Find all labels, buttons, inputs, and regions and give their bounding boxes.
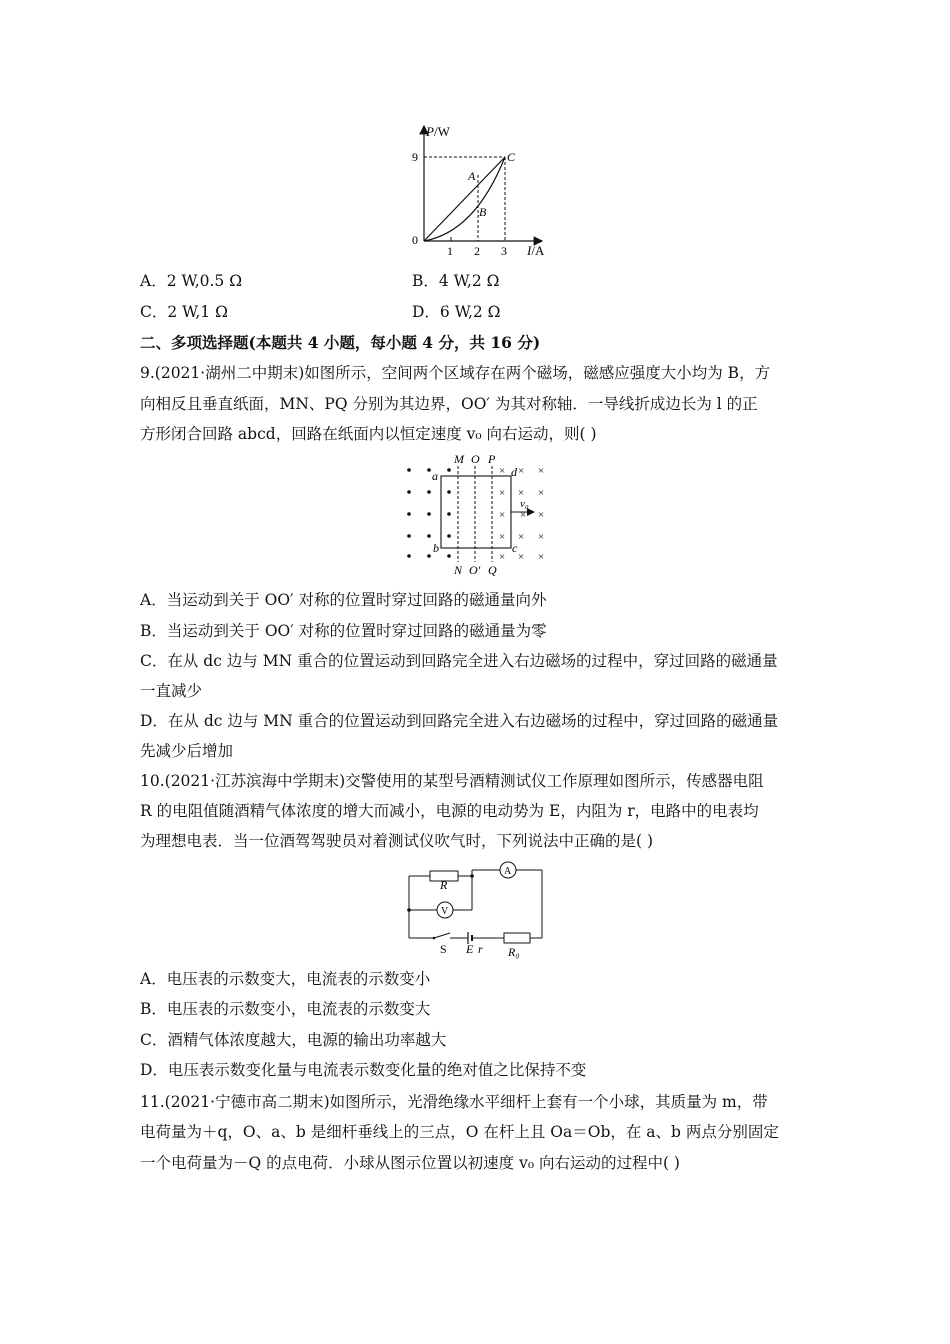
q10-option-a: A．电压表的示数变大，电流表的示数变小 — [140, 970, 431, 988]
label-internal-r: r — [478, 942, 483, 956]
q9-option-d-cont: 先减少后增加 — [140, 742, 234, 760]
q10-option-c: C．酒精气体浓度越大，电源的输出功率越大 — [140, 1031, 447, 1049]
velocity-label: v₀ — [520, 498, 529, 510]
q10-option-d: D．电压表示数变化量与电流表示数变化量的绝对值之比保持不变 — [140, 1061, 587, 1079]
svg-text:×: × — [499, 487, 506, 499]
x-tick-2: 2 — [474, 244, 480, 258]
q11-line-1: 11.(2021·宁德市高二期末)如图所示，光滑绝缘水平细杆上套有一个小球，其质量为 m，带 — [140, 1093, 768, 1111]
voltmeter-label: V — [441, 906, 449, 917]
switch-s — [434, 933, 450, 938]
svg-text:×: × — [538, 531, 545, 543]
label-n: N — [454, 563, 463, 577]
q11-line-2: 电荷量为＋q，O、a、b 是细杆垂线上的三点，O 在杆上且 Oa＝Ob，在 a、b 两点分别固定 — [140, 1123, 779, 1141]
point-c-label: C — [507, 150, 516, 164]
q10-option-b: B．电压表的示数变小，电流表的示数变大 — [140, 1000, 431, 1018]
q8-option-c: C．2 W,1 Ω — [140, 303, 228, 321]
dots-out-of-page — [407, 468, 451, 558]
line-a — [424, 157, 505, 241]
q8-option-d: D．6 W,2 Ω — [412, 303, 501, 321]
q10-line-2: R 的电阻值随酒精气体浓度的增大而减小，电源的电动势为 E，内阻为 r，电路中的电表均 — [140, 802, 759, 820]
ammeter-label: A — [504, 866, 512, 877]
svg-text:×: × — [520, 509, 527, 521]
svg-text:×: × — [518, 551, 525, 563]
svg-text:×: × — [538, 487, 545, 499]
power-current-graph — [400, 120, 560, 260]
q10-line-1: 10.(2021·江苏滨海中学期末)交警使用的某型号酒精测试仪工作原理如图所示，传感器电阻 — [140, 772, 764, 790]
label-b: b — [433, 541, 439, 555]
label-c: c — [512, 541, 518, 555]
x-axis-label: I/A — [527, 243, 545, 258]
svg-text:×: × — [499, 531, 506, 543]
label-d: d — [511, 465, 517, 479]
svg-text:×: × — [499, 551, 506, 563]
q9-line-2: 向相反且垂直纸面，MN、PQ 分别为其边界，OO′ 为其对称轴．一导线折成边长为 l 的正 — [140, 395, 758, 413]
magnetic-field-diagram — [400, 450, 560, 578]
label-o-prime: O′ — [469, 563, 481, 577]
q10-line-3: 为理想电表．当一位酒驾驾驶员对着测试仪吹气时，下列说法中正确的是( ) — [140, 832, 654, 850]
q9-option-c-cont: 一直减少 — [140, 682, 203, 700]
svg-text:×: × — [538, 551, 545, 563]
svg-text:×: × — [518, 487, 525, 499]
label-o: O — [471, 452, 480, 466]
svg-text:×: × — [538, 465, 545, 477]
q8-option-a: A．2 W,0.5 Ω — [140, 272, 243, 290]
label-q: Q — [488, 563, 497, 577]
q9-option-b: B．当运动到关于 OO′ 对称的位置时穿过回路的磁通量为零 — [140, 622, 547, 640]
label-r0: R₀ — [508, 945, 520, 959]
alcohol-tester-circuit — [400, 858, 550, 962]
y-tick-9: 9 — [412, 150, 418, 164]
q9-option-a: A．当运动到关于 OO′ 对称的位置时穿过回路的磁通量向外 — [140, 591, 547, 609]
y-axis-label: P/W — [426, 124, 450, 139]
label-a: a — [432, 469, 438, 483]
svg-text:×: × — [538, 509, 545, 521]
section-2-header: 二、多项选择题(本题共 4 小题，每小题 4 分，共 16 分) — [140, 333, 541, 352]
point-b-label: B — [479, 205, 487, 219]
origin-label: 0 — [412, 233, 418, 247]
svg-text:×: × — [499, 465, 506, 477]
point-a-label: A — [468, 169, 476, 183]
resistor-r0 — [504, 933, 530, 943]
x-tick-3: 3 — [501, 244, 507, 258]
svg-text:×: × — [518, 465, 525, 477]
label-m: M — [454, 452, 464, 466]
label-r: R — [440, 878, 448, 892]
svg-text:×: × — [499, 509, 506, 521]
q9-line-3: 方形闭合回路 abcd，回路在纸面内以恒定速度 v₀ 向右运动，则( ) — [140, 425, 597, 443]
label-e: E — [466, 942, 474, 956]
q11-line-3: 一个电荷量为－Q 的点电荷．小球从图示位置以初速度 v₀ 向右运动的过程中( ) — [140, 1154, 680, 1172]
label-s: S — [440, 942, 447, 956]
q9-line-1: 9.(2021·湖州二中期末)如图所示，空间两个区域存在两个磁场，磁感应强度大小均为 B，方 — [140, 364, 771, 382]
label-p: P — [488, 452, 496, 466]
svg-text:×: × — [518, 531, 525, 543]
q8-option-b: B．4 W,2 Ω — [412, 272, 500, 290]
x-tick-1: 1 — [447, 244, 453, 258]
q9-option-c: C．在从 dc 边与 MN 重合的位置运动到回路完全进入右边磁场的过程中，穿过回路的磁通量 — [140, 652, 778, 670]
q9-option-d: D．在从 dc 边与 MN 重合的位置运动到回路完全进入右边磁场的过程中，穿过回路的磁通量 — [140, 712, 779, 730]
